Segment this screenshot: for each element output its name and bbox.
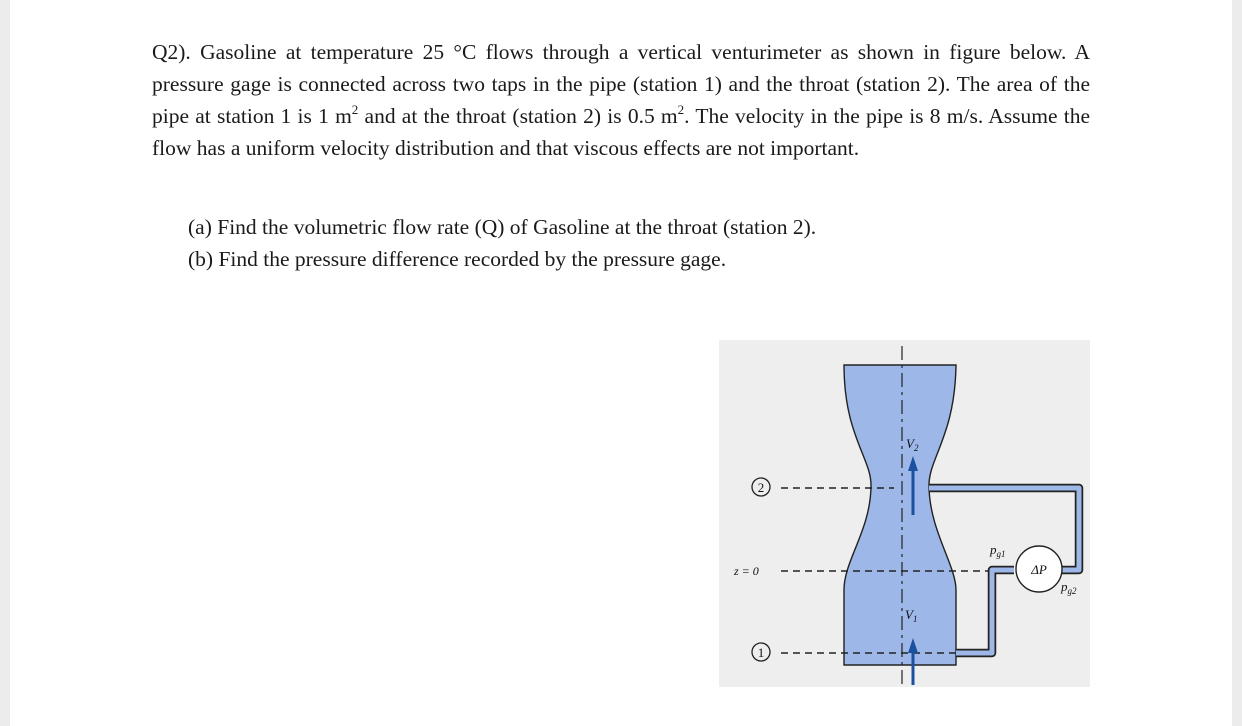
datum-label: z = 0 (734, 564, 759, 578)
part-a (188, 211, 816, 243)
station-2-label: 2 (757, 480, 765, 495)
question-text-part-3: . The velocity in the pipe is 8 m/s. Assume the flow has a uniform velocity distribution and that viscous effects are not important. (152, 104, 1091, 160)
v2-label: $V_2$ (906, 436, 919, 453)
part-b (188, 243, 816, 275)
venturimeter-figure (719, 340, 1090, 687)
question-text (152, 36, 1090, 164)
pg1-label: $p_{g1}$ (990, 542, 1006, 559)
part-a-label: (a) (188, 215, 212, 239)
superscript-area-1: 2 (351, 101, 359, 117)
part-a-text: Find the volumetric flow rate (Q) of Gasoline at the throat (station 2). (217, 215, 817, 239)
pg2-label: $p_{g2}$ (1061, 579, 1077, 596)
question-number: Q2). (152, 40, 191, 64)
v1-label: $V_1$ (905, 607, 918, 624)
question-text-part-1: Gasoline at temperature 25 °C flows through a vertical venturimeter as shown in figure below. A pressure gage is connected across two taps in the pipe (station 1) and the throat (station 2). The area of the pipe at station 1 is 1 m (152, 40, 1090, 128)
venturimeter-diagram (719, 340, 1090, 687)
superscript-area-2: 2 (677, 101, 685, 117)
delta-p-label: ΔP (1031, 562, 1047, 577)
question-text-part-2: and at the throat (station 2) is 0.5 m (358, 104, 678, 128)
document-page (10, 0, 1232, 726)
part-b-text: Find the pressure difference recorded by the pressure gage. (218, 247, 727, 271)
question-parts-list (188, 211, 816, 275)
part-b-label: (b) (188, 247, 214, 271)
station-1-label: 1 (757, 645, 765, 660)
